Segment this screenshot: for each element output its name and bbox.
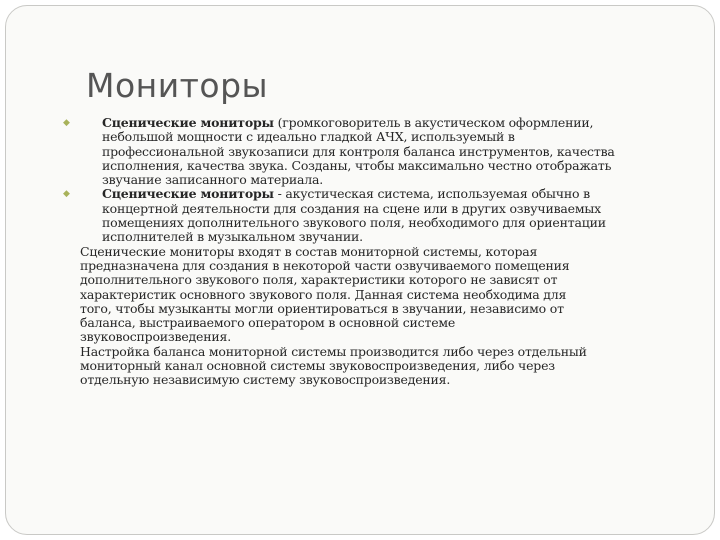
paragraph-monitor-system [80,245,688,345]
bullet-2-line: помещениях дополнительного звукового поля, необходимого для ориентации [102,215,606,231]
bullet-1-term: Сценические мониторы [102,115,274,130]
bullet-2-term: Сценические мониторы [102,186,274,202]
bullet-1-line: исполнения, качества звука. Созданы, чтобы максимально честно отображать [102,157,612,173]
diamond-bullet-icon: ◆ [63,189,70,200]
bullet-1-line: небольшой мощности с идеально гладкой АЧХ, используемый в [102,129,515,145]
paragraph-1-line: звуковоспроизведения. [80,329,231,345]
paragraph-1-line: характеристик основного звукового поля. Данная система необходима для [80,286,567,302]
paragraph-1-line: дополнительного звукового поля, характеристики которого не зависят от [80,272,558,288]
bullet-1-line [102,116,688,130]
paragraph-2-line: отдельную независимую систему звуковоспроизведения. [80,372,451,388]
bullet-1-line: профессиональной звукозаписи для контроля баланса инструментов, качества [102,143,615,159]
bullet-2-line [102,187,688,201]
bullet-1-line: звучание записанного материала. [102,172,324,188]
paragraph-2-line: Настройка баланса мониторной системы производится либо через отдельный [80,343,587,359]
paragraph-1-line: предназначена для создания в некоторой части озвучиваемого помещения [80,257,570,273]
bullet-2-text: - акустическая система, используемая обычно в [273,186,590,202]
paragraph-balance-setup [80,345,688,388]
bullet-item-2 [63,186,688,245]
slide-body [63,115,688,388]
bullet-item-1 [63,115,688,188]
paragraph-1-line: Сценические мониторы входят в состав мониторной системы, которая [80,243,538,259]
bullet-2-line: концертной деятельности для создания на сцене или в других озвучиваемых [102,200,601,216]
paragraph-2-line: мониторный канал основной системы звуковоспроизведения, либо через [80,358,555,374]
diamond-bullet-icon: ◆ [63,118,70,128]
paragraph-1-line: баланса, выстраиваемого оператором в основной системе [80,315,456,331]
paragraph-1-line: того, чтобы музыканты могли ориентироваться в звучании, независимо от [80,300,564,316]
bullet-1-text: (громкоговоритель в акустическом оформлении, [273,115,594,130]
slide-title: Мониторы [86,66,269,105]
bullet-2-line: исполнителей в музыкальном звучании. [102,229,363,245]
